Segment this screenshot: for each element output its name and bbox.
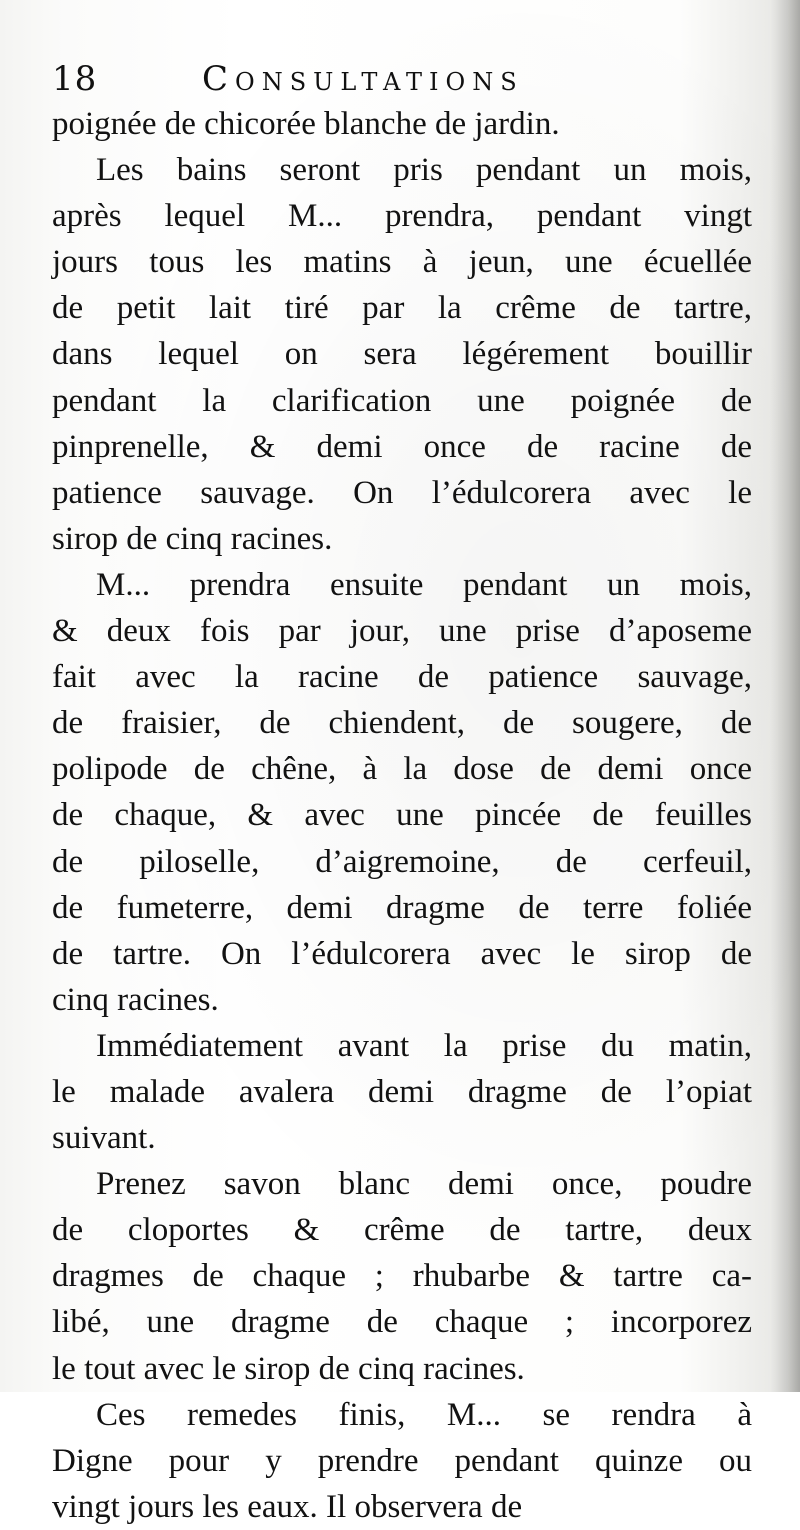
paragraph <box>52 1392 752 1530</box>
text-line: vingt jours les eaux. Il observera de <box>52 1488 523 1525</box>
paragraph <box>52 1161 752 1391</box>
text-line: Prenez savon blanc demi once, poudre <box>96 1166 752 1203</box>
running-head: Consultations <box>202 59 524 99</box>
text-line: de piloselle, d’aigremoine, de cerfeuil, <box>52 843 752 880</box>
text-line: Ces remedes finis, M... se rendra à <box>96 1396 752 1433</box>
body-text <box>52 101 752 1530</box>
paragraph <box>52 101 752 147</box>
text-line: poignée de chicorée blanche de jardin. <box>52 106 560 142</box>
text-line: libé, une dragme de chaque ; incorporez <box>52 1304 752 1341</box>
text-line: dans lequel on sera légérement bouillir <box>52 336 752 373</box>
text-line: de cloportes & crême de tartre, deux <box>52 1212 752 1249</box>
text-line: suivant. <box>52 1120 156 1157</box>
page-number: 18 <box>52 59 98 99</box>
page-header <box>52 56 752 102</box>
text-line: sirop de cinq racines. <box>52 520 333 557</box>
text-line: fait avec la racine de patience sauvage, <box>52 659 752 696</box>
paragraph <box>52 562 752 1023</box>
text-line: de chaque, & avec une pincée de feuilles <box>52 797 752 834</box>
text-line: le malade avalera demi dragme de l’opiat <box>52 1073 752 1110</box>
text-line: cinq racines. <box>52 981 219 1018</box>
text-line: Les bains seront pris pendant un mois, <box>96 152 752 189</box>
text-line: de tartre. On l’édulcorera avec le sirop de <box>52 935 752 972</box>
text-line: M... prendra ensuite pendant un mois, <box>96 566 752 603</box>
text-line: pendant la clarification une poignée de <box>52 382 752 419</box>
text-line: patience sauvage. On l’édulcorera avec le <box>52 474 752 511</box>
text-line: dragmes de chaque ; rhubarbe & tartre ca- <box>52 1258 752 1295</box>
paragraph <box>52 1023 752 1161</box>
paragraph <box>52 147 752 562</box>
text-line: & deux fois par jour, une prise d’aposeme <box>52 613 752 650</box>
text-line: Immédiatement avant la prise du matin, <box>96 1027 752 1064</box>
text-line: de petit lait tiré par la crême de tartre, <box>52 290 752 327</box>
text-line: pinprenelle, & demi once de racine de <box>52 428 752 465</box>
text-line: de fraisier, de chiendent, de sougere, de <box>52 705 752 742</box>
text-line: de fumeterre, demi dragme de terre foliée <box>52 889 752 926</box>
text-line: le tout avec le sirop de cinq racines. <box>52 1350 525 1387</box>
text-line: jours tous les matins à jeun, une écuellée <box>52 244 752 281</box>
page-gutter-shadow <box>770 0 800 1392</box>
text-line: Digne pour y prendre pendant quinze ou <box>52 1442 752 1479</box>
text-line: polipode de chêne, à la dose de demi once <box>52 751 752 788</box>
text-line: après lequel M... prendra, pendant vingt <box>52 198 752 235</box>
